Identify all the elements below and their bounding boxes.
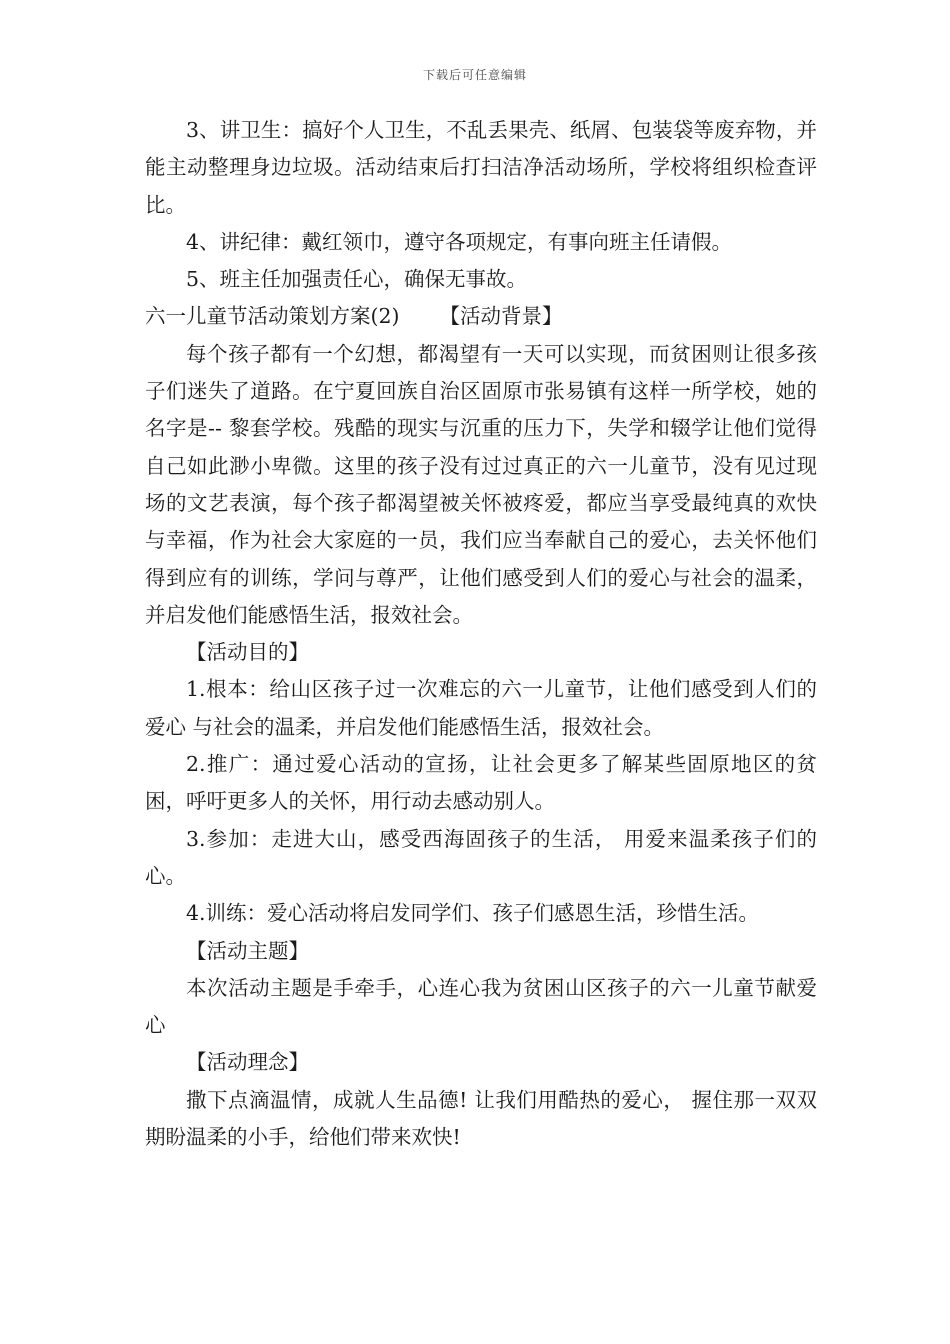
purpose-item-2: 2.推广：通过爱心活动的宣扬，让社会更多了解某些固原地区的贫困，呼吁更多人的关怀，用行动去感动别人。 bbox=[145, 752, 817, 814]
purpose-item-3: 3.参加：走进大山，感受西海固孩子的生活， 用爱来温柔孩子们的心。 bbox=[145, 826, 817, 888]
paragraph-concept: 撒下点滴温情，成就人生品德! 让我们用酷热的爱心， 握住那一双双期盼温柔的小手，给他们带来欢快! bbox=[145, 1087, 817, 1150]
heading-theme: 【活动主题】 bbox=[186, 938, 309, 963]
paragraph-hygiene: 3、讲卫生：搞好个人卫生，不乱丢果壳、纸屑、包装袋等废弃物，并能主动整理身边垃圾。活动结束后打扫洁净活动场所，学校将组织检查评比。 bbox=[145, 118, 817, 217]
heading-concept: 【活动理念】 bbox=[186, 1050, 309, 1075]
purpose-item-4: 4.训练：爱心活动将启发同学们、孩子们感恩生活，珍惜生活。 bbox=[186, 901, 760, 926]
document-body bbox=[145, 112, 817, 1156]
paragraph-theme: 本次活动主题是手牵手，心连心我为贫困山区孩子的六一儿童节献爱心 bbox=[145, 975, 817, 1038]
page-header: 下载后可任意编辑 bbox=[422, 68, 527, 82]
section-title: 六一儿童节活动策划方案(2) bbox=[145, 304, 400, 329]
paragraph-background: 每个孩子都有一个幻想，都渴望有一天可以实现，而贫困则让很多孩子们迷失了道路。在宁夏回族自治区固原市张易镇有这样一所学校，她的名字是-- 黎套学校。残酷的现实与沉重的压力下，失学和辍学让他们觉得自己如此渺小卑微。这里的孩子没有过过真正的六一儿童节，没有见过现场的文艺表演，每个孩子都渴望被关怀被疼爱，都应当享受最纯真的欢快与幸福，作为社会大家庭的一员，我们应当奉献自己的爱心，去关怀他们得到应有的训练，学问与尊严，让他们感受到人们的爱心与社会的温柔，并启发他们能感悟生活，报效社会。 bbox=[145, 341, 817, 627]
paragraph-discipline: 4、讲纪律：戴红领巾，遵守各项规定，有事向班主任请假。 bbox=[186, 229, 733, 254]
section-title-line bbox=[145, 298, 817, 335]
purpose-item-1: 1.根本：给山区孩子过一次难忘的六一儿童节，让他们感受到人们的爱心 与社会的温柔，并启发他们能感悟生活，报效社会。 bbox=[145, 677, 817, 739]
heading-purpose: 【活动目的】 bbox=[186, 640, 309, 665]
paragraph-responsibility: 5、班主任加强责任心，确保无事故。 bbox=[186, 267, 528, 292]
section-subtitle-background: 【活动背景】 bbox=[439, 304, 563, 329]
